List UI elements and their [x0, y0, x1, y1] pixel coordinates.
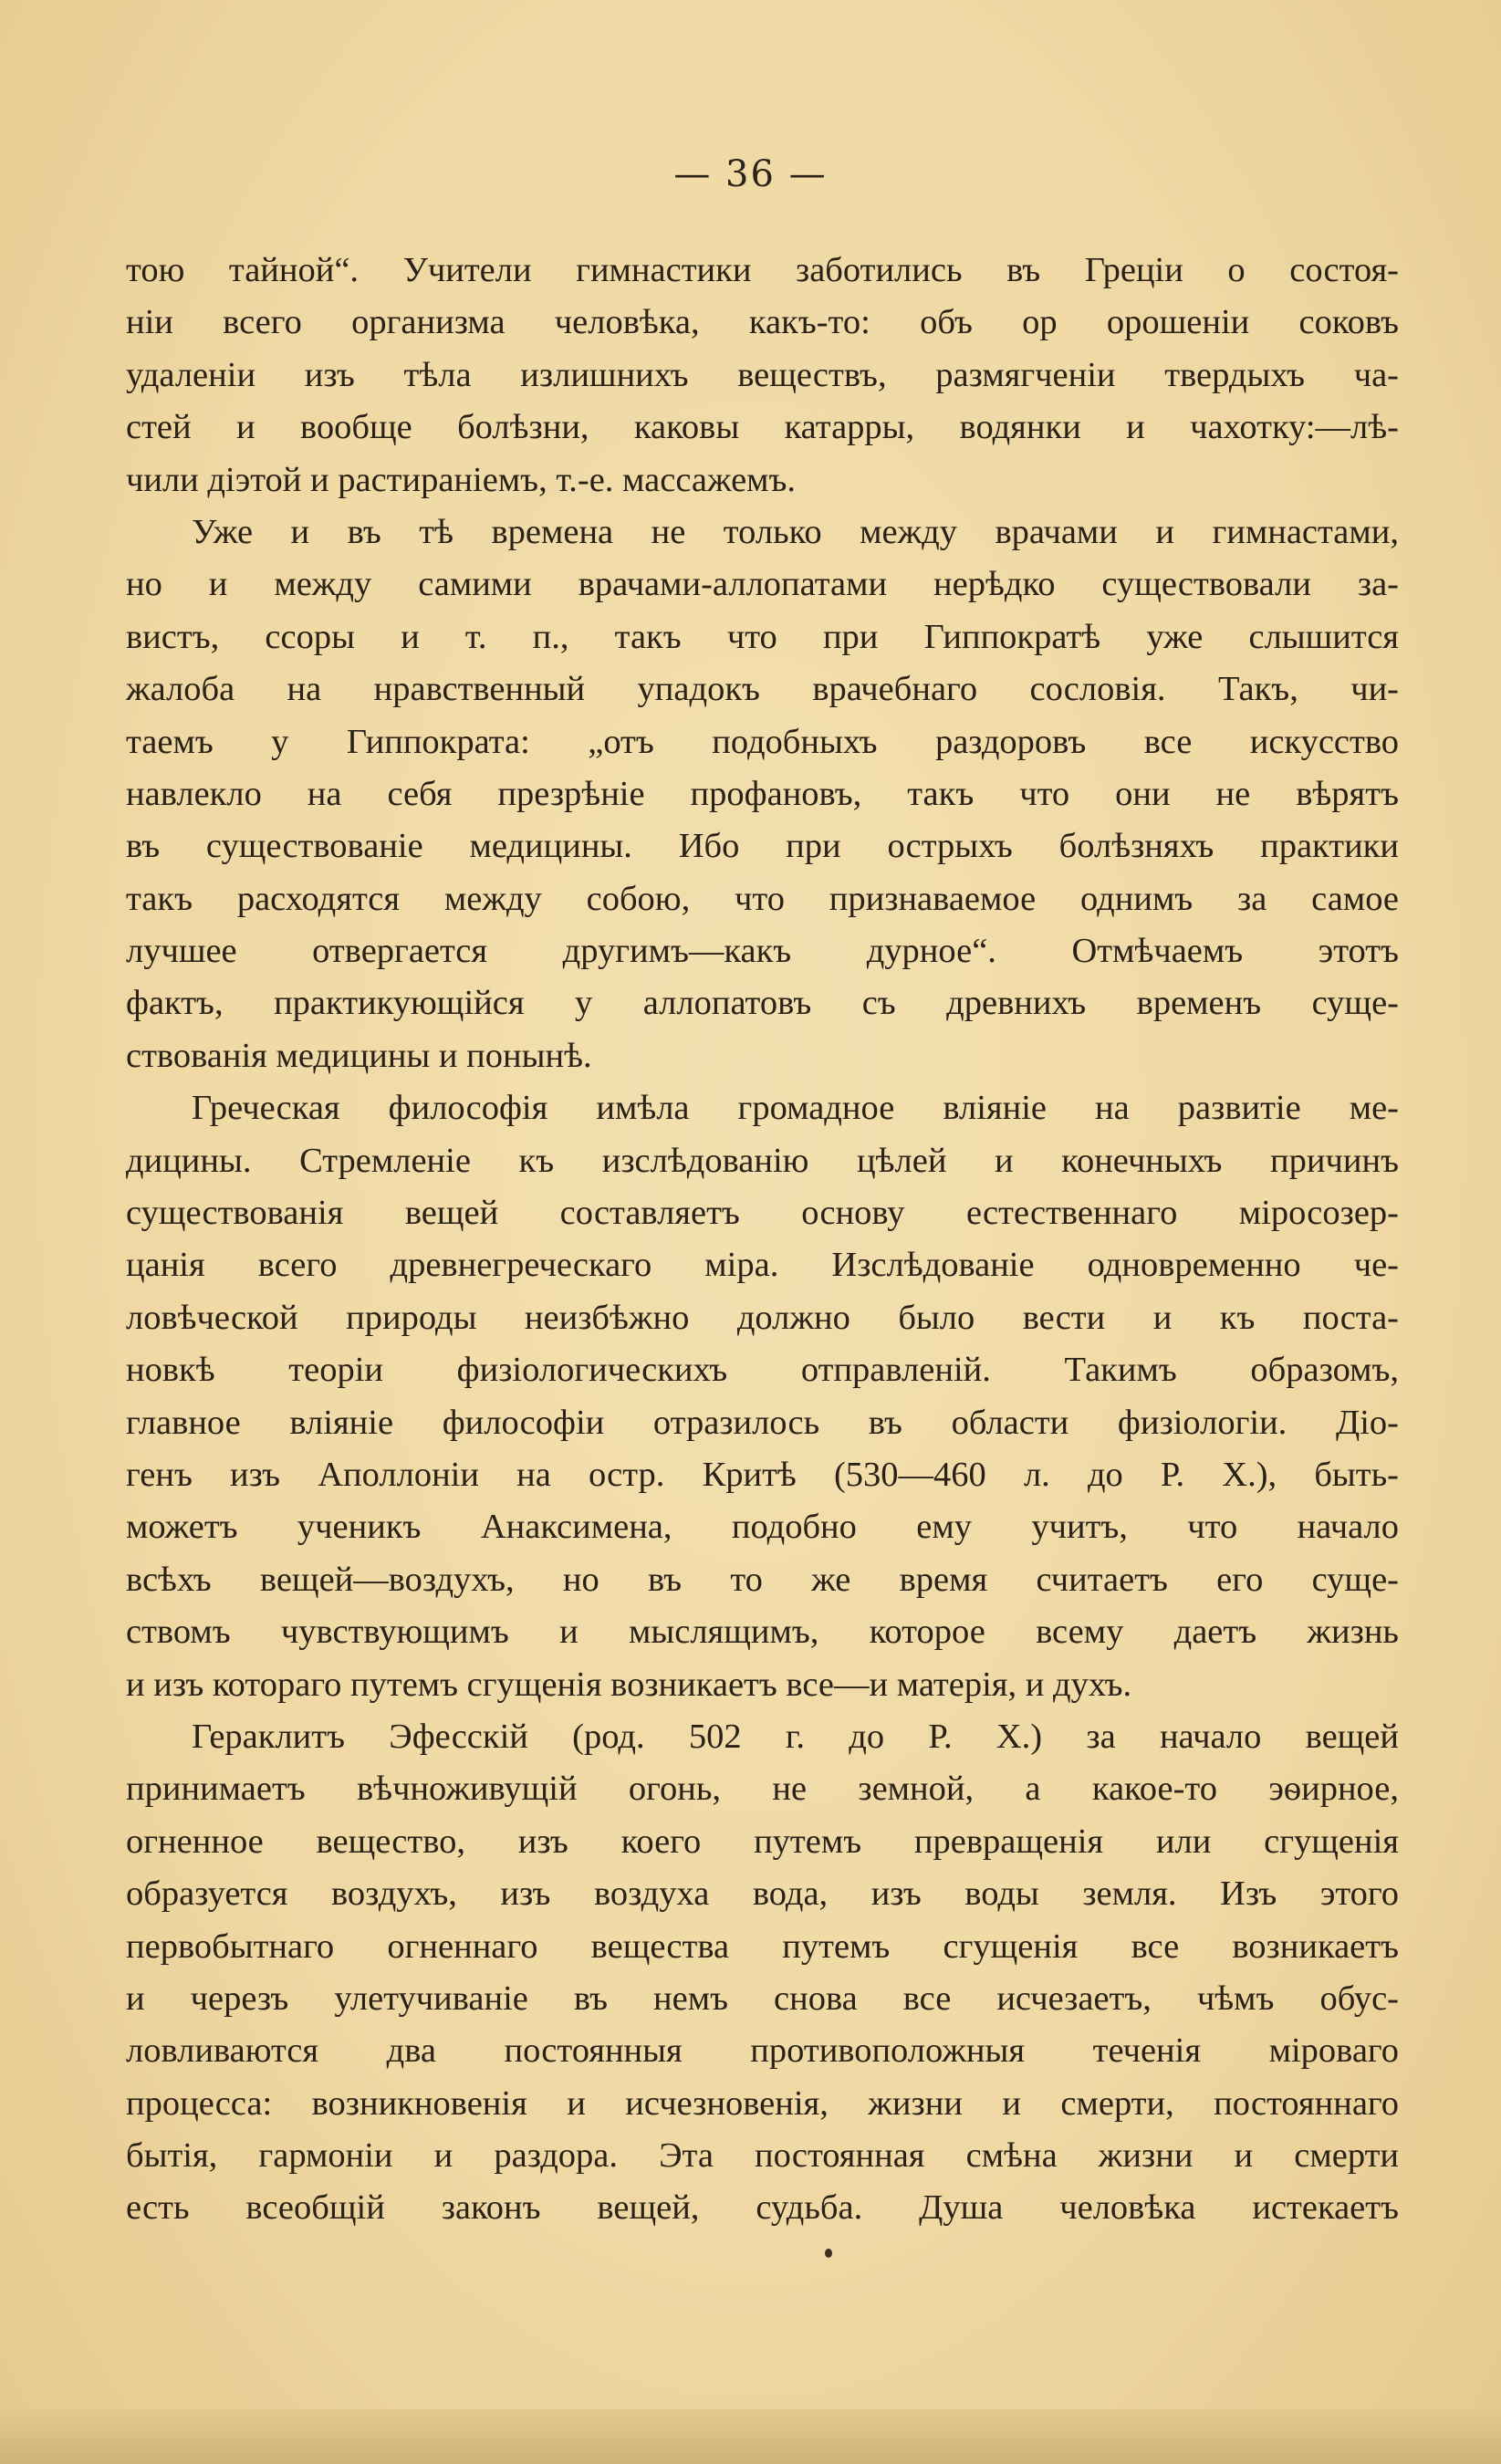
text-line: дицины. Стремленіе къ изслѣдованію цѣлей и конечныхъ причинъ [126, 1141, 1399, 1180]
body-text [126, 245, 1399, 2235]
text-line: принимаетъ вѣчноживущій огонь, не земной, а какое-то эѳирное, [126, 1770, 1399, 1809]
text-line: ловѣческой природы неизбѣжно должно было вести и къ поста- [126, 1298, 1399, 1337]
paragraph-start-line: Греческая философія имѣла громадное вліяніе на развитіе ме- [192, 1089, 1399, 1128]
text-line: ствомъ чувствующимъ и мыслящимъ, которое всему даетъ жизнь [126, 1613, 1399, 1652]
text-line: въ существованіе медицины. Ибо при острыхъ болѣзняхъ практики [126, 827, 1399, 866]
text-line: навлекло на себя презрѣніе профановъ, такъ что они не вѣрятъ [126, 774, 1399, 813]
text-line: но и между самими врачами-аллопатами нерѣдко существовали за- [126, 565, 1399, 604]
text-line: главное вліяніе философіи отразилось въ области физіологіи. Діо- [126, 1403, 1399, 1442]
text-line: новкѣ теоріи физіологическихъ отправленій. Такимъ образомъ, [126, 1351, 1399, 1390]
text-line: огненное вещество, изъ коего путемъ превращенія или сгущенія [126, 1822, 1399, 1861]
text-line: образуется воздухъ, изъ воздуха вода, изъ воды земля. Изъ этого [126, 1874, 1399, 1914]
page-bottom-edge [0, 2409, 1501, 2464]
text-line: можетъ ученикъ Анаксимена, подобно ему учитъ, что начало [126, 1508, 1399, 1547]
text-line: фактъ, практикующійся у аллопатовъ съ древнихъ временъ суще- [126, 984, 1399, 1023]
text-line: бытія, гармоніи и раздора. Эта постоянная смѣна жизни и смерти [126, 2136, 1399, 2176]
text-line: цанія всего древнегреческаго міра. Изслѣдованіе одновременно че- [126, 1246, 1399, 1285]
text-line: процесса: возникновенія и исчезновенія, жизни и смерти, постояннаго [126, 2083, 1399, 2123]
paragraph-start-line: Гераклитъ Эфесскій (род. 502 г. до Р. Х.) за начало вещей [192, 1717, 1399, 1756]
text-line: есть всеобщій законъ вещей, судьба. Душа человѣка истекаетъ [126, 2188, 1399, 2228]
text-line: удаленіи изъ тѣла излишнихъ веществъ, размягченіи твердыхъ ча- [126, 355, 1399, 394]
paragraph-start-line: Уже и въ тѣ времена не только между врачами и гимнастами, [192, 512, 1399, 551]
text-line: лучшее отвергается другимъ—какъ дурное“. Отмѣчаемъ этотъ [126, 932, 1399, 971]
ink-mark [825, 2249, 832, 2258]
text-line: чили діэтой и растираніемъ, т.-е. массажемъ. [126, 460, 797, 499]
text-line: ловливаются два постоянныя противоположныя теченія міроваго [126, 2031, 1399, 2071]
text-line: таемъ у Гиппократа: „отъ подобныхъ раздоровъ все искусство [126, 722, 1399, 761]
text-line: ніи всего организма человѣка, какъ-то: объ ор орошеніи соковъ [126, 303, 1399, 342]
text-line: вистъ, ссоры и т. п., такъ что при Гиппократѣ уже слышится [126, 617, 1399, 656]
text-line: такъ расходятся между собою, что признаваемое однимъ за самое [126, 879, 1399, 918]
text-line: всѣхъ вещей—воздухъ, но въ то же время считаетъ его суще- [126, 1560, 1399, 1599]
text-line: первобытнаго огненнаго вещества путемъ сгущенія все возникаетъ [126, 1926, 1399, 1966]
text-line: стей и вообще болѣзни, каковы катарры, водянки и чахотку:—лѣ- [126, 408, 1399, 447]
text-line: жалоба на нравственный упадокъ врачебнаго сословія. Такъ, чи- [126, 670, 1399, 709]
text-line: генъ изъ Аполлоніи на остр. Критѣ (530—460 л. до Р. Х.), быть- [126, 1455, 1399, 1494]
text-line: и изъ котораго путемъ сгущенія возникаетъ все—и матерія, и духъ. [126, 1665, 1132, 1704]
text-line: тою тайной“. Учители гимнастики заботились въ Греціи о состоя- [126, 251, 1399, 289]
page-number: — 36 — [673, 153, 828, 195]
text-line: ствованія медицины и понынѣ. [126, 1036, 592, 1075]
text-line: и черезъ улетучиваніе въ немъ снова все исчезаетъ, чѣмъ обус- [126, 1979, 1399, 2018]
text-line: существованія вещей составляетъ основу естественнаго міросозер- [126, 1194, 1399, 1233]
